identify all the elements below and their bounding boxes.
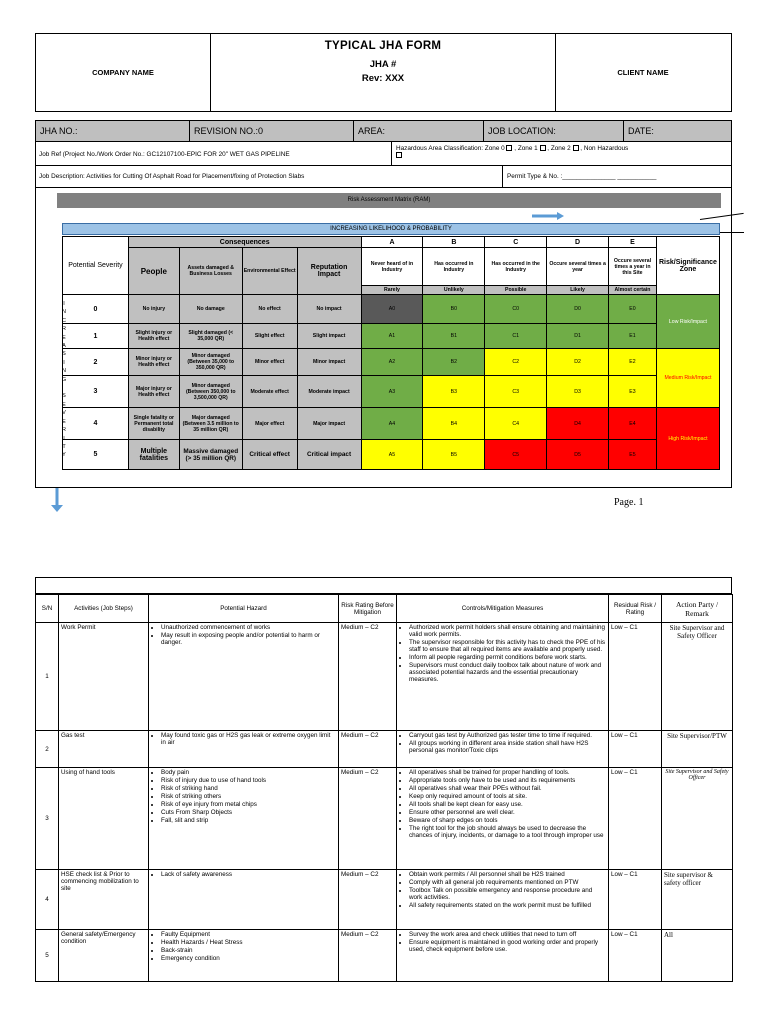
job-ref-row — [35, 142, 732, 166]
low-risk-zone: Low Risk/Impact — [656, 295, 719, 349]
col-controls: Controls/Mitigation Measures — [397, 595, 609, 623]
page-number: Page. 1 — [614, 497, 644, 508]
rating-cell: Medium – C2 — [339, 930, 397, 982]
list-item: • Back-strain — [161, 947, 336, 954]
list-item: • Body pain — [161, 769, 336, 776]
likelihood-letter: B — [423, 237, 485, 248]
activity-cell: General safety/Emergency condition — [59, 930, 149, 982]
job-description-row — [35, 166, 732, 188]
non-hazardous-label: , Non Hazardous — [580, 145, 629, 152]
list-item: • Authorized work permit holders shall ensure obtaining and maintaining valid work permits. — [409, 624, 606, 638]
severity-letter: S — [62, 393, 66, 400]
matrix-cell: B1 — [423, 324, 485, 349]
matrix-cell: E3 — [609, 376, 657, 408]
likelihood-label: Almost certain — [609, 286, 657, 295]
controls-cell — [397, 870, 609, 930]
action-cell: Site Supervisor and Safety Officer — [662, 623, 733, 731]
hazard-cell — [149, 768, 339, 870]
controls-cell — [397, 768, 609, 870]
activity-cell: Gas test — [59, 731, 149, 768]
permit-type: Permit Type & No. :_______________ ___________ — [502, 166, 731, 187]
severity-letter: I — [63, 359, 65, 366]
info-row — [35, 120, 732, 142]
rating-cell: Medium – C2 — [339, 870, 397, 930]
matrix-cell: A0 — [361, 295, 423, 324]
jha-number: JHA # — [369, 59, 397, 70]
severity-letter: Y — [62, 452, 66, 459]
matrix-cell: A5 — [361, 440, 423, 470]
reputation-cell: Critical impact — [297, 440, 361, 470]
col-residual: Residual Risk / Rating — [609, 595, 662, 623]
revision-field: REVISION NO.:0 — [190, 121, 354, 141]
jha-table-body — [36, 623, 733, 982]
col-rating-before: Risk Rating Before Mitigation — [339, 595, 397, 623]
environment-cell: Slight effect — [242, 324, 297, 349]
list-item: • Supervisors must conduct daily toolbox talk about nature of work and associated potential hazards and the essential precautionary measures. — [409, 662, 606, 683]
matrix-cell: A2 — [361, 349, 423, 376]
matrix-cell: C1 — [485, 324, 547, 349]
matrix-cell: D0 — [547, 295, 609, 324]
ram-title: Risk Assessment Matrix (RAM) — [57, 193, 721, 208]
list-item: • All tools shall be kept clean for easy use. — [409, 801, 606, 808]
list-item: • Survey the work area and check utilities that need to turn off — [409, 931, 606, 938]
likelihood-letter: E — [609, 237, 657, 248]
likelihood-label: Unlikely — [423, 286, 485, 295]
severity-level: 2 — [63, 349, 129, 376]
severity-level: 3 — [63, 376, 129, 408]
residual-cell: Low – C1 — [609, 870, 662, 930]
increasing-severity-label — [60, 300, 68, 460]
hazard-list — [159, 769, 336, 824]
risk-matrix — [62, 236, 720, 470]
severity-level: 1 — [63, 324, 129, 349]
matrix-cell: B5 — [423, 440, 485, 470]
sn-cell: 1 — [36, 623, 59, 731]
matrix-cell: C5 — [485, 440, 547, 470]
rating-cell: Medium – C2 — [339, 623, 397, 731]
matrix-cell: B2 — [423, 349, 485, 376]
table-row — [36, 623, 733, 731]
zone1-label: , Zone 1 — [514, 145, 538, 152]
likelihood-desc: Has occurred in the Industry — [485, 248, 547, 286]
hazard-list — [159, 624, 336, 646]
list-item: • Health Hazards / Heat Stress — [161, 939, 336, 946]
residual-cell: Low – C1 — [609, 623, 662, 731]
zone1-checkbox[interactable] — [540, 145, 546, 151]
likelihood-bar: INCREASING LIKELIHOOD & PROBABILITY — [62, 223, 720, 235]
right-arrow-icon — [532, 212, 564, 220]
table-row — [36, 930, 733, 982]
list-item: • May found toxic gas or H2S gas leak or extreme oxygen limit in air — [161, 732, 336, 746]
client-name: CLIENT NAME — [617, 68, 669, 77]
list-item: • Keep only required amount of tools at site. — [409, 793, 606, 800]
non-hazardous-checkbox[interactable] — [396, 152, 402, 158]
severity-letter: G — [61, 376, 67, 383]
rating-cell: Medium – C2 — [339, 731, 397, 768]
list-item: • Risk of injury due to use of hand tools — [161, 777, 336, 784]
residual-cell: Low – C1 — [609, 731, 662, 768]
likelihood-label: Likely — [547, 286, 609, 295]
zone0-checkbox[interactable] — [506, 145, 512, 151]
severity-letter: S — [62, 351, 66, 358]
company-name: COMPANY NAME — [36, 34, 211, 111]
assets-cell: Minor damaged (Between 350,000 to 3,500,000 QR) — [179, 376, 242, 408]
likelihood-label: Possible — [485, 286, 547, 295]
people-cell: Major injury or Health effect — [128, 376, 179, 408]
severity-letter: I — [63, 301, 65, 307]
environment-cell: Minor effect — [242, 349, 297, 376]
people-cell: Single fatality or Permanent total disability — [128, 408, 179, 440]
matrix-cell: A4 — [361, 408, 423, 440]
action-cell: Site Supervisor/PTW — [662, 731, 733, 768]
assets-cell: Slight damaged (< 35,000 QR) — [179, 324, 242, 349]
environment-cell: Critical effect — [242, 440, 297, 470]
list-item: • May result in exposing people and/or potential to harm or danger. — [161, 632, 336, 646]
table-row — [36, 768, 733, 870]
list-item: • Beware of sharp edges on tools — [409, 817, 606, 824]
reputation-cell: Major impact — [297, 408, 361, 440]
jha-table — [35, 594, 733, 982]
list-item: • The right tool for the job should always be used to decrease the chances of injury, incidents, or damage to a tool through improper use — [409, 825, 606, 839]
col-sn: S/N — [36, 595, 59, 623]
consequences-header: Consequences — [128, 237, 361, 248]
assets-cell: Massive damaged (> 35 million QR) — [179, 440, 242, 470]
medium-risk-zone: Medium Risk/Impact — [656, 349, 719, 408]
matrix-cell: A1 — [361, 324, 423, 349]
table-row — [36, 870, 733, 930]
hazard-cell — [149, 623, 339, 731]
job-location-field: JOB LOCATION: — [484, 121, 624, 141]
severity-letter: T — [62, 443, 66, 450]
matrix-cell: D3 — [547, 376, 609, 408]
list-item: • Unauthorized commencement of works — [161, 624, 336, 631]
reputation-cell: Slight impact — [297, 324, 361, 349]
severity-letter: R — [62, 427, 66, 434]
hazard-cell — [149, 870, 339, 930]
action-cell: Site supervisor & safety officer — [662, 870, 733, 930]
severity-letter — [60, 384, 68, 392]
residual-cell: Low – C1 — [609, 930, 662, 982]
matrix-cell: B0 — [423, 295, 485, 324]
list-item: • Risk of striking hand — [161, 785, 336, 792]
controls-list — [407, 769, 606, 839]
form-title: TYPICAL JHA FORM — [324, 40, 442, 52]
list-item: • Cuts From Sharp Objects — [161, 809, 336, 816]
severity-letter: E — [62, 401, 66, 408]
controls-cell — [397, 623, 609, 731]
list-item: • All operatives shall be trained for proper handling of tools. — [409, 769, 606, 776]
potential-severity-header: Potential Severity — [63, 237, 129, 295]
job-description: Job Description: Activities for Cutting Of Asphalt Road for Placement/fixing of Protection Slabs — [39, 173, 305, 180]
severity-letter: V — [62, 410, 66, 417]
list-item: • The supervisor responsible for this activity has to check the PPE of his staff to ensure that all required items are available and properly used. — [409, 639, 606, 653]
severity-letter: N — [62, 368, 66, 375]
residual-cell: Low – C1 — [609, 768, 662, 870]
severity-letter: A — [62, 343, 66, 350]
people-header: People — [128, 248, 179, 295]
likelihood-letter: D — [547, 237, 609, 248]
list-item: • All operatives shall wear their PPEs without fail. — [409, 785, 606, 792]
people-cell: Minor injury or Health effect — [128, 349, 179, 376]
risk-zone-header: Risk/Significance Zone — [656, 237, 719, 295]
zone2-checkbox[interactable] — [573, 145, 579, 151]
zone2-label: , Zone 2 — [547, 145, 571, 152]
matrix-cell: D1 — [547, 324, 609, 349]
header-center — [211, 34, 556, 111]
hazard-cell — [149, 731, 339, 768]
list-item: • Inform all people regarding permit conditions before work starts. — [409, 654, 606, 661]
likelihood-label: Rarely — [361, 286, 423, 295]
sn-cell: 4 — [36, 870, 59, 930]
hazard-list — [159, 931, 336, 962]
col-hazard: Potential Hazard — [149, 595, 339, 623]
list-item: • Obtain work permits / All personnel shall be H2S trained — [409, 871, 606, 878]
matrix-cell: B3 — [423, 376, 485, 408]
likelihood-desc: Has occurred in Industry — [423, 248, 485, 286]
date-field: DATE: — [628, 126, 654, 136]
rating-cell: Medium – C2 — [339, 768, 397, 870]
matrix-cell: E2 — [609, 349, 657, 376]
environment-cell: Moderate effect — [242, 376, 297, 408]
assets-cell: Major damaged (Between 3.5 million to 35 million QR) — [179, 408, 242, 440]
reputation-cell: No impact — [297, 295, 361, 324]
list-item: • All safety requirements stated on the work permit must be fulfilled — [409, 902, 606, 909]
severity-level: 0 — [63, 295, 129, 324]
revision-label: Rev: XXX — [361, 73, 405, 84]
hazard-cell — [149, 930, 339, 982]
sn-cell: 2 — [36, 731, 59, 768]
matrix-cell: C2 — [485, 349, 547, 376]
activity-cell: HSE check list & Prior to commencing mobilization to site — [59, 870, 149, 930]
hazard-list — [159, 732, 336, 746]
list-item: • Comply with all general job requirements mentioned on PTW — [409, 879, 606, 886]
controls-cell — [397, 930, 609, 982]
sn-cell: 3 — [36, 768, 59, 870]
likelihood-desc: Occure several times a year — [547, 248, 609, 286]
list-item: • Emergency condition — [161, 955, 336, 962]
table-row — [36, 731, 733, 768]
list-item: • Appropriate tools only have to be used and its requirements — [409, 777, 606, 784]
severity-letter: R — [62, 326, 66, 333]
table-title-row — [35, 577, 732, 594]
matrix-cell: E0 — [609, 295, 657, 324]
environment-header: Environmental Effect — [242, 248, 297, 295]
matrix-cell: D5 — [547, 440, 609, 470]
severity-letter: E — [62, 418, 66, 425]
environment-cell: Major effect — [242, 408, 297, 440]
assets-cell: Minor damaged (Between 35,000 to 350,000 QR) — [179, 349, 242, 376]
list-item: • Risk of eye injury from metal chips — [161, 801, 336, 808]
matrix-cell: E5 — [609, 440, 657, 470]
assets-cell: No damage — [179, 295, 242, 324]
likelihood-letter: C — [485, 237, 547, 248]
likelihood-desc: Never heard of in Industry — [361, 248, 423, 286]
matrix-cell: A3 — [361, 376, 423, 408]
reputation-cell: Minor impact — [297, 349, 361, 376]
people-cell: Multiple fatalities — [128, 440, 179, 470]
matrix-cell: E1 — [609, 324, 657, 349]
severity-letter: C — [62, 317, 66, 324]
matrix-cell: D2 — [547, 349, 609, 376]
people-cell: Slight injury or Health effect — [128, 324, 179, 349]
list-item: • Fall, slit and strip — [161, 817, 336, 824]
col-activities: Activities (Job Steps) — [59, 595, 149, 623]
col-action: Action Party / Remark — [662, 595, 733, 623]
action-cell: All — [662, 930, 733, 982]
high-risk-zone: High Risk/Impact — [656, 408, 719, 470]
severity-letter: N — [62, 309, 66, 316]
list-item: • Ensure other personnel are well clear. — [409, 809, 606, 816]
reputation-cell: Moderate impact — [297, 376, 361, 408]
environment-cell: No effect — [242, 295, 297, 324]
hazard-area-classification — [391, 142, 731, 165]
matrix-cell: C0 — [485, 295, 547, 324]
matrix-cell: C3 — [485, 376, 547, 408]
list-item: • All groups working in different area inside station shall have H2S personal gas monitor/Toxic clips — [409, 740, 606, 754]
matrix-cell: B4 — [423, 408, 485, 440]
matrix-cell: E4 — [609, 408, 657, 440]
hazard-list — [159, 871, 336, 878]
controls-list — [407, 931, 606, 953]
down-arrow-icon — [51, 488, 63, 512]
likelihood-letter: A — [361, 237, 423, 248]
jha-no-field: JHA NO.: — [36, 121, 190, 141]
list-item: • Carryout gas test by Authorized gas tester time to time if required. — [409, 732, 606, 739]
assets-header: Assets damaged & Business Losses — [179, 248, 242, 295]
activity-cell: Using of hand tools — [59, 768, 149, 870]
list-item: • Ensure equipment is maintained in good working order and properly used, check equipment before use. — [409, 939, 606, 953]
list-item: • Risk of striking others — [161, 793, 336, 800]
matrix-cell: D4 — [547, 408, 609, 440]
severity-level: 5 — [63, 440, 129, 470]
area-field: AREA: — [354, 121, 484, 141]
controls-list — [407, 732, 606, 754]
list-item: • Lack of safety awareness — [161, 871, 336, 878]
sn-cell: 5 — [36, 930, 59, 982]
reputation-header: Reputation Impact — [297, 248, 361, 295]
severity-level: 4 — [63, 408, 129, 440]
job-ref: Job Ref (Project No./Work Order No.: GC12107100-EPIC FOR 20" WET GAS PIPELINE — [39, 151, 290, 158]
people-cell: No injury — [128, 295, 179, 324]
matrix-cell: C4 — [485, 408, 547, 440]
zone0-label: Hazardous Area Classification: Zone 0 — [396, 145, 505, 152]
list-item: • Faulty Equipment — [161, 931, 336, 938]
severity-letter: I — [63, 435, 65, 442]
activity-cell: Work Permit — [59, 623, 149, 731]
controls-cell — [397, 731, 609, 768]
controls-list — [407, 871, 606, 909]
form-header — [35, 33, 732, 112]
list-item: • Toolbox Talk on possible emergency and response procedure and work activities. — [409, 887, 606, 901]
likelihood-desc: Occure several times a year in this Site — [609, 248, 657, 286]
action-cell: Site Supervisor and Safety Officer — [662, 768, 733, 870]
controls-list — [407, 624, 606, 683]
severity-letter: E — [62, 334, 66, 341]
